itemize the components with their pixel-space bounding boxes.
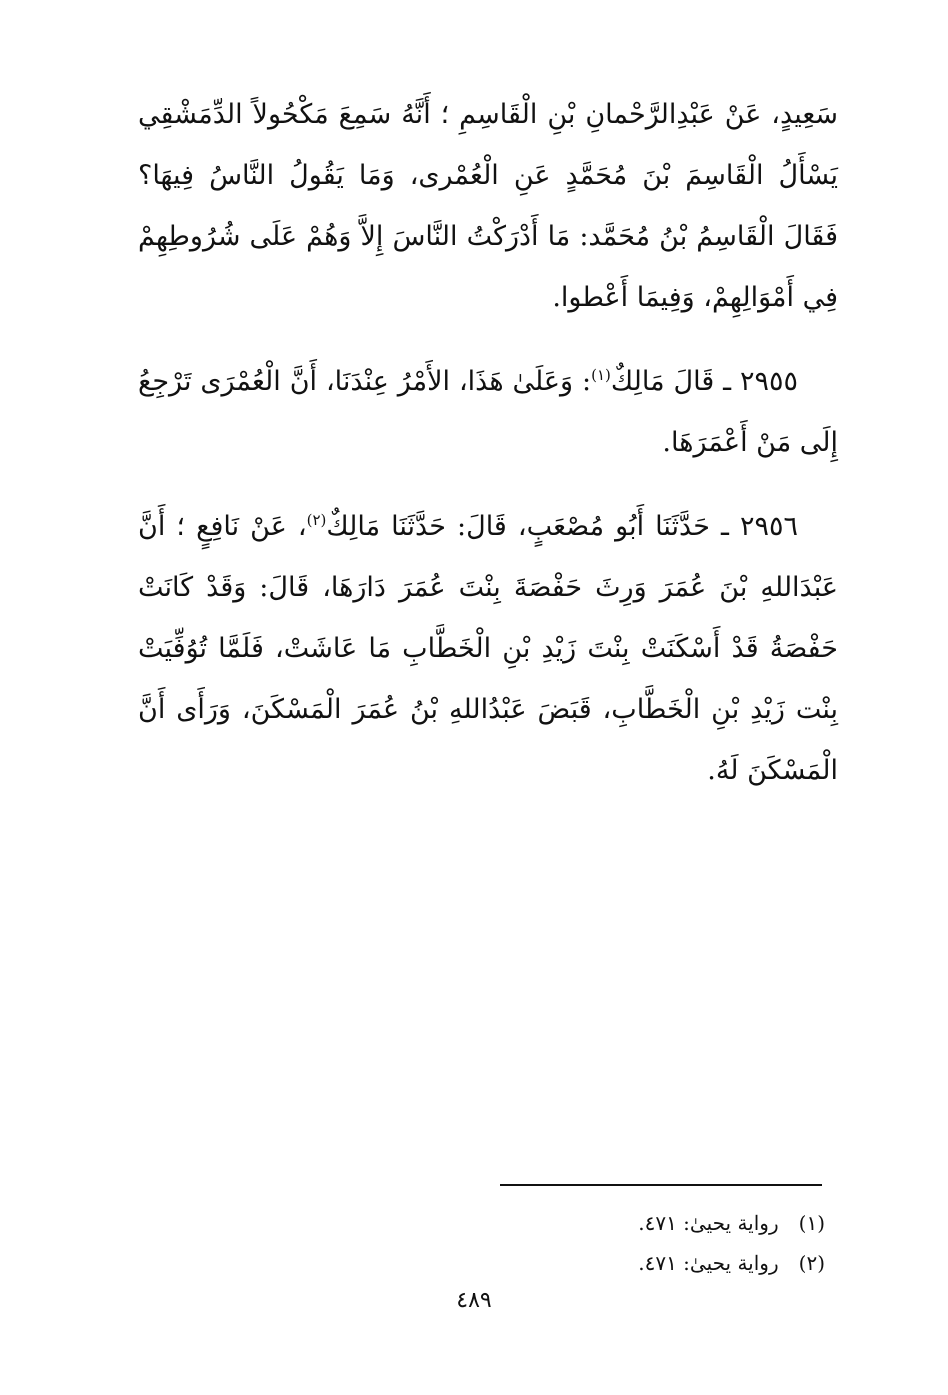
paragraph-text-continued: ، عَنْ نَافِعٍ ؛ أَنَّ عَبْدَاللهِ بْنَ عُمَرَ وَرِثَ حَفْصَةَ بِنْتَ عُمَرَ دَارَهَا، قَالَ: وَقَدْ كَانَتْ حَفْصَةُ قَدْ أَسْكَنَتْ بِنْتَ زَيْدِ بْنِ الْخَطَّابِ مَا عَاشَتْ، فَلَمَّا تُوُفِّيَتْ بِنْت زَيْدِ بْنِ الْخَطَّابِ، قَبَضَ عَبْدُاللهِ بْنُ عُمَرَ الْمَسْكَنَ، وَرَأَى أَنَّ الْمَسْكَنَ لَهُ. — [138, 511, 838, 786]
paragraph-2956 — [138, 496, 838, 801]
footnotes — [400, 1203, 825, 1283]
footnote-2 — [400, 1243, 825, 1283]
paragraph-text: ٢٩٥٦ ـ حَدَّثَنَا أَبُو مُصْعَبٍ، قَالَ: حَدَّثَنَا مَالِكٌ — [326, 511, 798, 542]
page-number: ٤٨٩ — [456, 1288, 492, 1313]
footnote-text: رواية يحيىٰ: ٤٧١. — [638, 1211, 779, 1235]
paragraph-text-continued: : وَعَلَىٰ هَذَا، الأَمْرُ عِنْدَنَا، أَنَّ الْعُمْرَى تَرْجِعُ إِلَى مَنْ أَعْمَرَهَا. — [138, 366, 838, 458]
paragraph-body — [138, 496, 838, 801]
paragraph-text: سَعِيدٍ، عَنْ عَبْدِالرَّحْمانِ بْنِ الْقَاسِمِ ؛ أَنَّهُ سَمِعَ مَكْحُولاً الدِّمَشْقِي يَسْأَلُ الْقَاسِمَ بْنَ مُحَمَّدٍ عَنِ الْعُمْرى، وَمَا يَقُولُ النَّاسُ فِيهَا؟ فَقَالَ الْقَاسِمُ بْنُ مُحَمَّد: مَا أَدْرَكْتُ النَّاسَ إِلاَّ وَهُمْ عَلَى شُرُوطِهِمْ فِي أَمْوَالِهِمْ، وَفِيمَا أَعْطوا. — [138, 99, 838, 313]
footnote-divider — [500, 1184, 822, 1186]
paragraph-continuation — [138, 84, 838, 328]
footnote-1 — [400, 1203, 825, 1243]
paragraph-2955 — [138, 351, 838, 473]
footnote-number: (١) — [798, 1211, 825, 1235]
footnote-reference-2[interactable]: (٢) — [306, 511, 327, 529]
paragraph-text: ٢٩٥٥ ـ قَالَ مَالِكٌ — [610, 366, 798, 397]
paragraph-body — [138, 351, 838, 473]
footnote-text: رواية يحيىٰ: ٤٧١. — [638, 1251, 779, 1275]
footnote-reference-1[interactable]: (١) — [591, 366, 611, 384]
footnote-number: (٢) — [798, 1251, 825, 1275]
